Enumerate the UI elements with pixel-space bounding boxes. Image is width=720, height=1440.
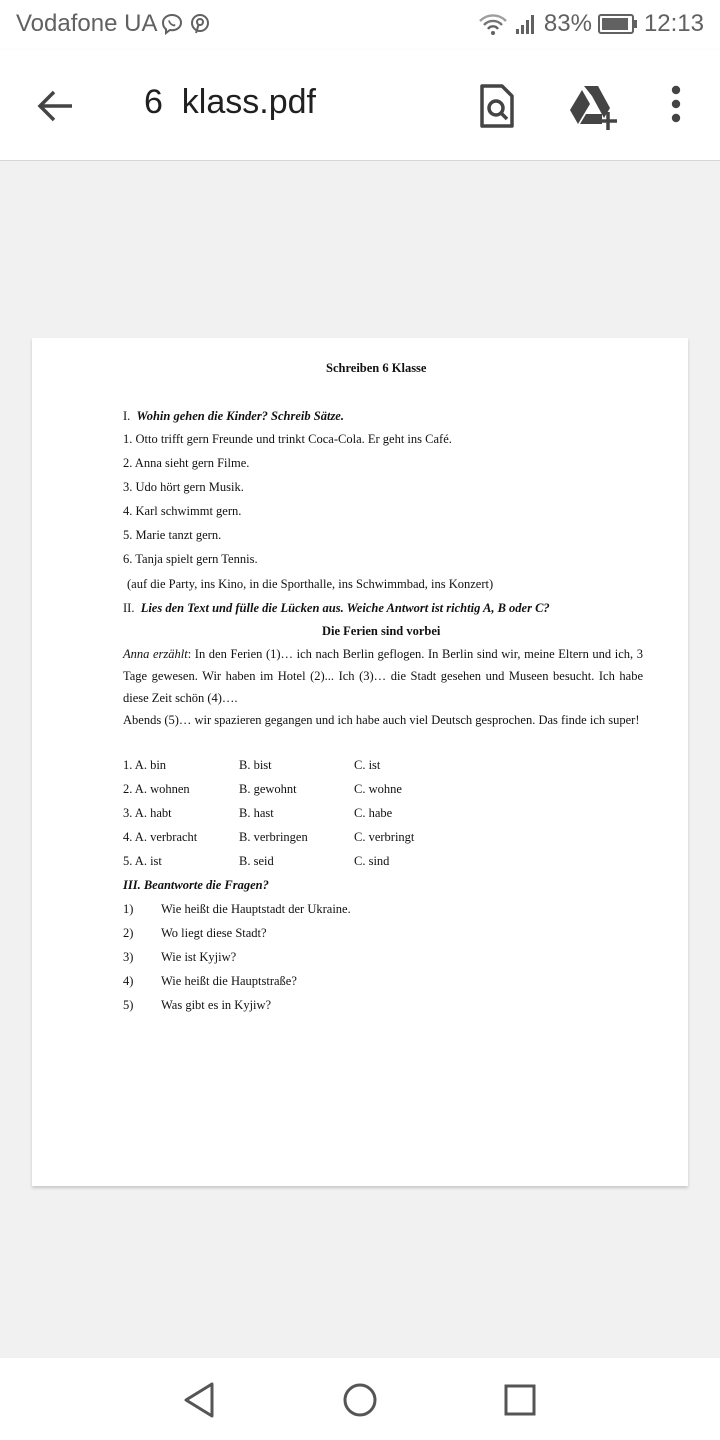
section2-paragraph-1: Anna erzählt: In den Ferien (1)… ich nach Berlin geflogen. In Berlin sind wir, meine Eltern und ich, 3 Tage gewesen. Wir haben im Hotel (2)... Ich (3)… die Stadt gesehen und Museen besucht. Ich habe diese Zeit schön (4)…. (123, 647, 644, 705)
section1-item: 3. Udo hört gern Musik. (123, 480, 244, 494)
section2-heading: II. Lies den Text und fülle die Lücken aus. Weiche Antwort ist richtig A, B oder C? (123, 601, 550, 615)
back-arrow-icon[interactable] (34, 84, 78, 128)
more-vert-icon[interactable] (648, 78, 704, 134)
pdf-page[interactable] (32, 338, 688, 1186)
option-b: B. hast (239, 806, 274, 820)
option-a: 2. A. wohnen (123, 782, 190, 796)
option-b: B. bist (239, 758, 272, 772)
section2-paragraph-2: Abends (5)… wir spazieren gegangen und ich habe auch viel Deutsch gesprochen. Das finde ich super! (123, 713, 640, 727)
question-text: Wie heißt die Hauptstadt der Ukraine. (161, 902, 351, 916)
section1-hint: (auf die Party, ins Kino, in die Sporthalle, ins Schwimmbad, ins Konzert) (127, 577, 494, 591)
battery-icon (598, 13, 638, 35)
question-text: Was gibt es in Kyjiw? (161, 998, 272, 1012)
section1-item: 2. Anna sieht gern Filme. (123, 456, 250, 470)
nav-home-icon[interactable] (338, 1378, 382, 1422)
option-c: C. habe (354, 806, 393, 820)
option-a: 3. A. habt (123, 806, 172, 820)
battery-percent: 83% (543, 10, 592, 37)
nav-back-icon[interactable] (178, 1378, 222, 1422)
option-c: C. wohne (354, 782, 402, 796)
section1-item: 1. Otto trifft gern Freunde und trinkt Coca-Cola. Er geht ins Café. (123, 432, 452, 446)
section1-item: 6. Tanja spielt gern Tennis. (123, 552, 258, 566)
drive-add-icon[interactable] (564, 78, 620, 134)
option-a: 5. A. ist (123, 854, 162, 868)
viber-icon (160, 12, 184, 36)
section3-heading: III. Beantworte die Fragen? (123, 878, 269, 892)
pinterest-icon (188, 12, 212, 36)
question-text: Wo liegt diese Stadt? (161, 926, 267, 940)
nav-recents-icon[interactable] (498, 1378, 542, 1422)
document-title: 6 klass.pdf (144, 83, 316, 121)
option-b: B. seid (239, 854, 274, 868)
option-c: C. verbringt (354, 830, 415, 844)
system-nav-bar (0, 1358, 720, 1440)
section2-subtitle: Die Ferien sind vorbei (322, 624, 441, 638)
question-number: 3) (123, 950, 134, 964)
section1-heading: I. Wohin gehen die Kinder? Schreib Sätze. (123, 409, 344, 423)
option-c: C. ist (354, 758, 381, 772)
app-bar (0, 50, 720, 161)
question-number: 5) (123, 998, 134, 1012)
option-b: B. verbringen (239, 830, 308, 844)
status-bar (0, 0, 720, 50)
clock: 12:13 (643, 10, 704, 37)
question-number: 4) (123, 974, 134, 988)
option-a: 1. A. bin (123, 758, 167, 772)
document-search-icon[interactable] (468, 78, 524, 134)
option-a: 4. A. verbracht (123, 830, 198, 844)
doc-title: Schreiben 6 Klasse (326, 361, 427, 375)
option-c: C. sind (354, 854, 390, 868)
question-text: Wie heißt die Hauptstraße? (161, 974, 297, 988)
question-number: 2) (123, 926, 134, 940)
section1-item: 4. Karl schwimmt gern. (123, 504, 242, 518)
carrier-name: Vodafone UA (16, 10, 158, 37)
option-b: B. gewohnt (239, 782, 297, 796)
section1-item: 5. Marie tanzt gern. (123, 528, 222, 542)
wifi-icon (478, 12, 508, 36)
signal-icon (514, 12, 538, 36)
question-number: 1) (123, 902, 134, 916)
question-text: Wie ist Kyjiw? (161, 950, 237, 964)
